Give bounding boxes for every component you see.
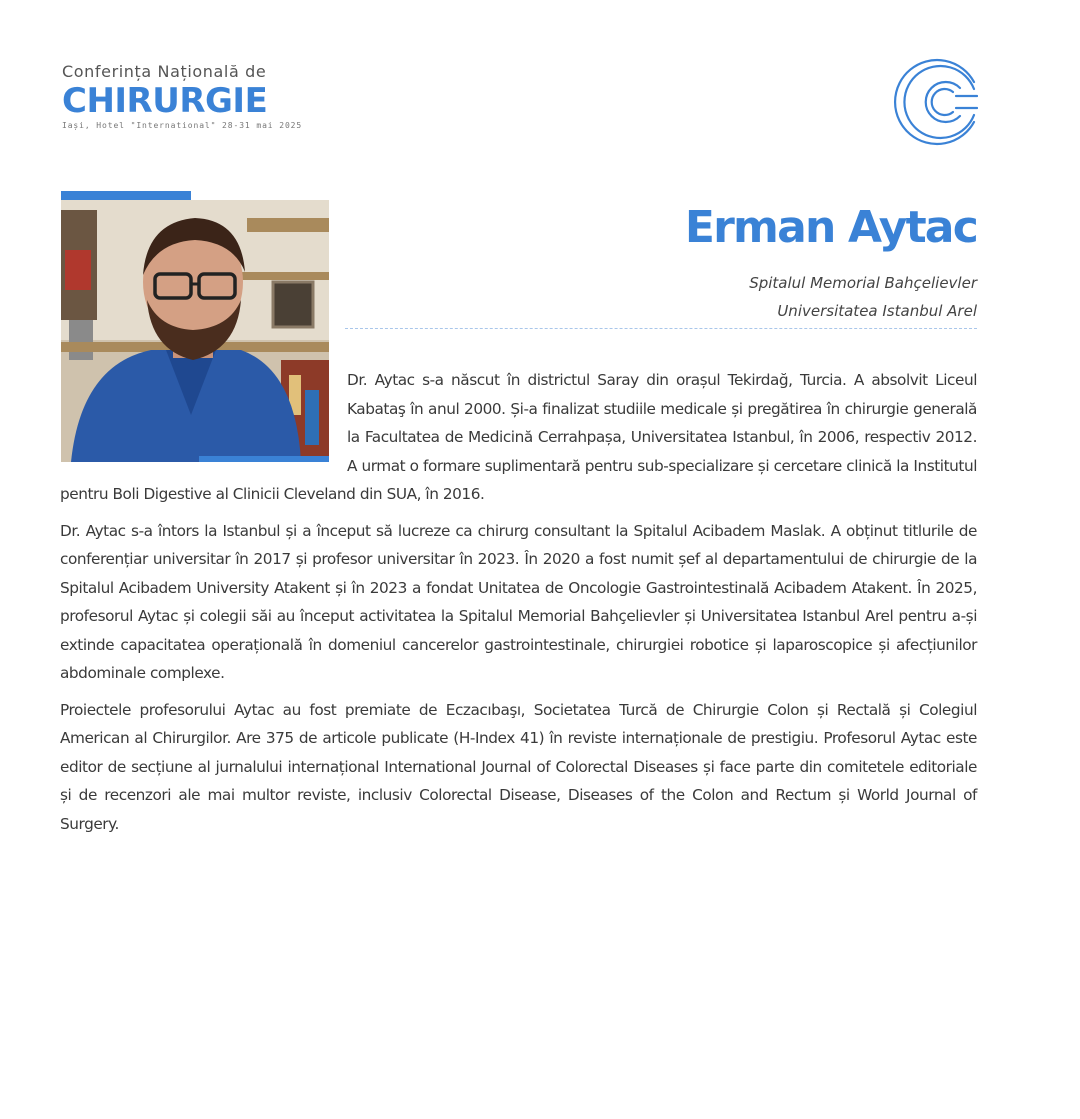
affiliation-university: Universitatea Istanbul Arel <box>777 302 977 320</box>
header-divider <box>345 328 977 329</box>
conference-c-logo-icon <box>878 58 978 146</box>
photo-accent-bar <box>61 191 191 200</box>
conference-name: Conferința Națională de <box>62 62 267 81</box>
photo-wrap-spacer <box>60 366 347 480</box>
bio-paragraph-1: Dr. Aytac s-a născut în districtul Saray din orașul Tekirdağ, Turcia. A absolvit Liceul Kabataş în anul 2000. Și-a finalizat studiile medicale și pregătirea în chirurgie generală la Facultatea de Medicină Cerrahpașa, Universitatea Istanbul, în 2006, respectiv 2012. A urmat o formare suplimentară pentru sub-specializare și cercetare clinică la Institutul pentru Boli Digestive al Clinicii Cleveland din SUA, în 2016. <box>60 371 977 503</box>
conference-venue-date: Iași, Hotel "International" 28-31 mai 2025 <box>62 121 303 130</box>
bio-paragraph-3: Proiectele profesorului Aytac au fost premiate de Eczacıbaşı, Societatea Turcă de Chirurgie Colon și Rectală și Colegiul American al Chirurgilor. Are 375 de articole publicate (H-Index 41) în reviste internaționale de prestigiu. Profesorul Aytac este editor de secțiune al jurnalului internațional International Journal of Colorectal Diseases și face parte din comitetele editoriale și de recenzori ale mai multor reviste, inclusiv Colorectal Disease, Diseases of the Colon and Rectum și World Journal of Surgery. <box>60 700 977 833</box>
conference-logo <box>62 62 303 132</box>
speaker-name: Erman Aytac <box>684 202 977 253</box>
conference-title: CHIRURGIE <box>62 81 268 121</box>
affiliation-hospital: Spitalul Memorial Bahçelievler <box>749 274 977 292</box>
biography <box>60 366 977 846</box>
bio-paragraph-2: Dr. Aytac s-a întors la Istanbul și a început să lucreze ca chirurg consultant la Spitalul Acibadem Maslak. A obținut titlurile de conferențiar universitar în 2017 și profesor universitar în 2023. În 2020 a fost numit șef al departamentului de chirurgie de la Spitalul Acibadem University Atakent și în 2023 a fondat Unitatea de Oncologie Gastrointestinală Acibadem Atakent. În 2025, profesorul Aytac și colegii săi au început activitatea la Spitalul Memorial Bahçelievler și Universitatea Istanbul Arel pentru a-și extinde capacitatea operațională în domeniul cancerelor gastrointestinale, chirurgiei robotice și laparoscopice și afecțiunilor abdominale complexe. <box>60 521 977 682</box>
